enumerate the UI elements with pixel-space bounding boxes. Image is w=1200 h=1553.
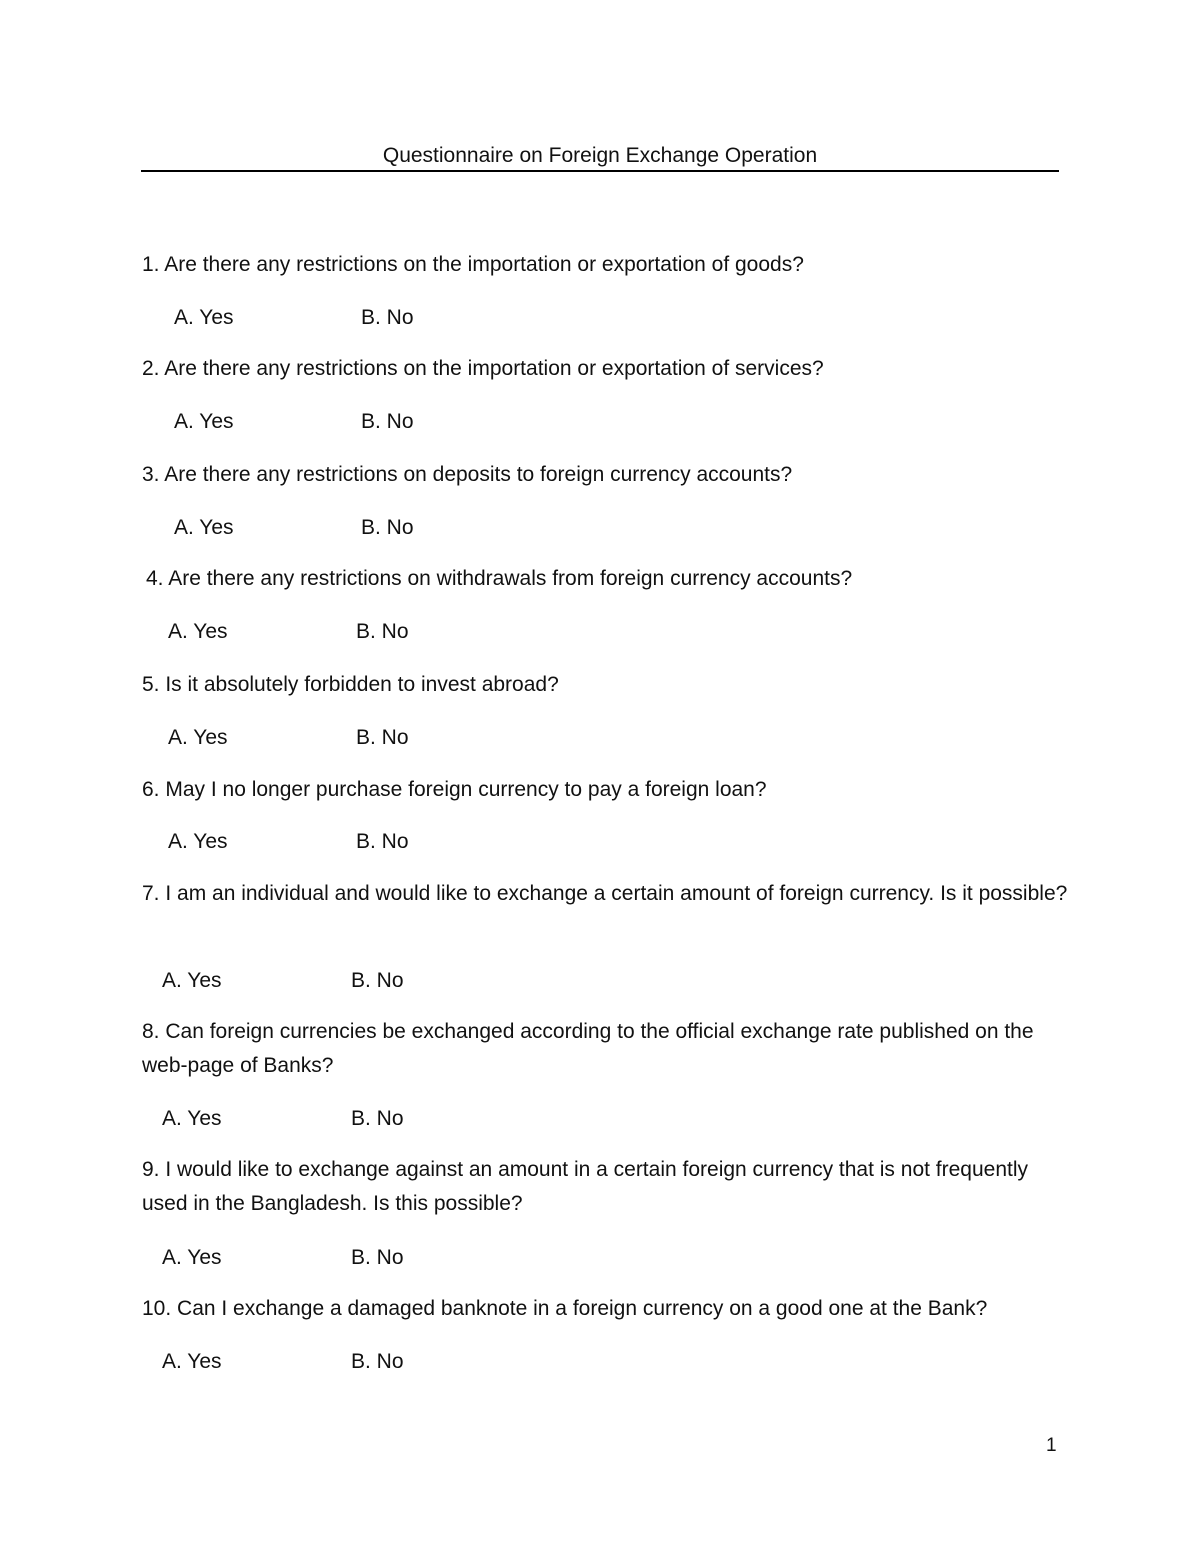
- q4-option-b[interactable]: B. No: [356, 620, 409, 643]
- q1-option-b[interactable]: B. No: [361, 306, 414, 329]
- question-8: 8. Can foreign currencies be exchanged according to the official exchange rate published on the web-page of Banks?: [142, 1020, 1034, 1077]
- title-underline: [141, 170, 1059, 172]
- question-6: 6. May I no longer purchase foreign currency to pay a foreign loan?: [142, 778, 767, 801]
- question-3: 3. Are there any restrictions on deposits to foreign currency accounts?: [142, 463, 793, 486]
- question-10: 10. Can I exchange a damaged banknote in a foreign currency on a good one at the Bank?: [142, 1297, 988, 1320]
- question-7: 7. I am an individual and would like to exchange a certain amount of foreign currency. Is it possible?: [142, 882, 1068, 905]
- q8-option-b[interactable]: B. No: [351, 1107, 404, 1130]
- q9-option-b[interactable]: B. No: [351, 1246, 404, 1269]
- question-2: 2. Are there any restrictions on the importation or exportation of services?: [142, 357, 824, 380]
- page-number: 1: [1046, 1435, 1057, 1456]
- q8-option-a[interactable]: A. Yes: [162, 1107, 222, 1130]
- question-1: 1. Are there any restrictions on the importation or exportation of goods?: [142, 253, 804, 276]
- q2-option-b[interactable]: B. No: [361, 410, 414, 433]
- question-5: 5. Is it absolutely forbidden to invest abroad?: [142, 673, 559, 696]
- q2-option-a[interactable]: A. Yes: [174, 410, 234, 433]
- q6-option-a[interactable]: A. Yes: [168, 830, 228, 853]
- q4-option-a[interactable]: A. Yes: [168, 620, 228, 643]
- q7-option-b[interactable]: B. No: [351, 969, 404, 992]
- q5-option-a[interactable]: A. Yes: [168, 726, 228, 749]
- q3-option-a[interactable]: A. Yes: [174, 516, 234, 539]
- q5-option-b[interactable]: B. No: [356, 726, 409, 749]
- question-9: 9. I would like to exchange against an amount in a certain foreign currency that is not frequently used in the Bangladesh. Is this possible?: [142, 1158, 1029, 1215]
- q10-option-a[interactable]: A. Yes: [162, 1350, 222, 1373]
- q9-option-a[interactable]: A. Yes: [162, 1246, 222, 1269]
- q1-option-a[interactable]: A. Yes: [174, 306, 234, 329]
- q7-option-a[interactable]: A. Yes: [162, 969, 222, 992]
- q3-option-b[interactable]: B. No: [361, 516, 414, 539]
- q10-option-b[interactable]: B. No: [351, 1350, 404, 1373]
- q6-option-b[interactable]: B. No: [356, 830, 409, 853]
- question-4: 4. Are there any restrictions on withdrawals from foreign currency accounts?: [146, 567, 853, 590]
- document-title: Questionnaire on Foreign Exchange Operation: [382, 144, 818, 167]
